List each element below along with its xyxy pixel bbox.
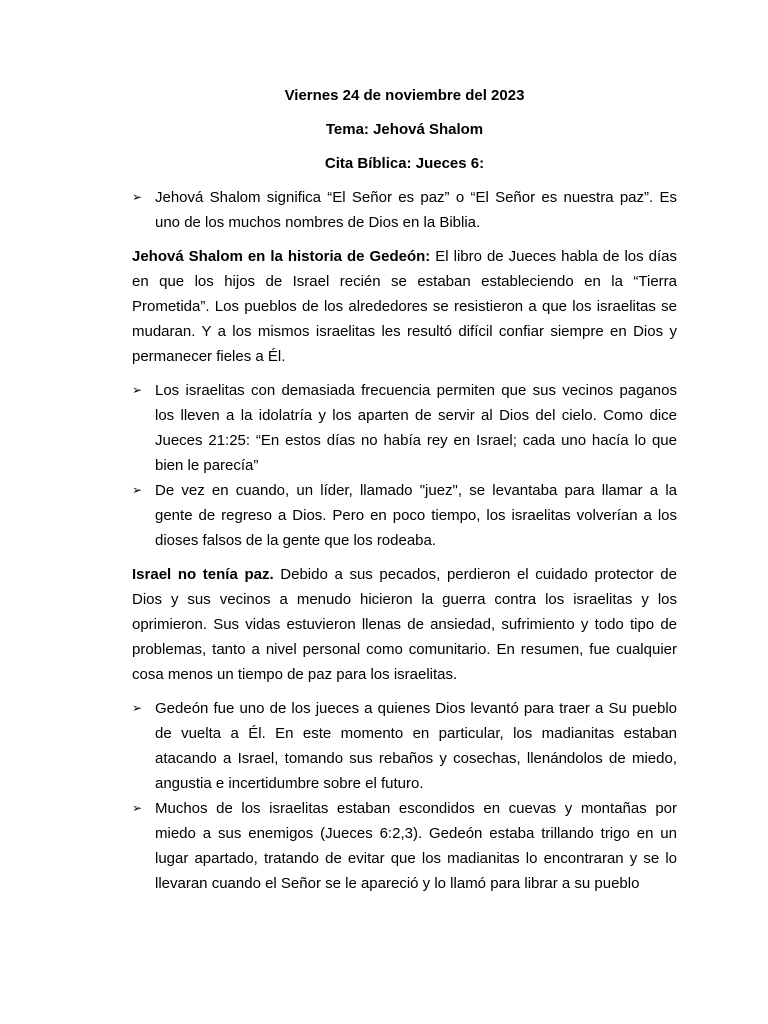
bullet-text: Los israelitas con demasiada frecuencia permiten que sus vecinos paganos los lleven a la idolatría y los aparten de servir al Dios del cielo. Como dice Jueces 21:25: “En estos días no había rey en Israel; cada uno hacía lo que bien le parecía” [155,382,677,474]
arrow-bullet-icon: ➢ [132,801,143,815]
document-body [132,83,677,896]
document-theme: Tema: Jehová Shalom [325,121,484,138]
bullet-list-2 [132,696,677,896]
list-item [132,696,677,796]
document-citation: Cita Bíblica: Jueces 6: [324,155,485,172]
section-text-israel: Debido a sus pecados, perdieron el cuidado protector de Dios y sus vecinos a menudo hicieron la guerra contra los israelitas y los oprimieron. Sus vidas estuvieron llenas de ansiedad, sufrimiento y todo tipo de problemas, tanto a nivel personal como comunitario. En resumen, fue cualquier cosa menos un tiempo de paz para los israelitas. [132,566,677,683]
arrow-bullet-icon: ➢ [132,190,143,204]
list-item [132,478,677,553]
document-date: Viernes 24 de noviembre del 2023 [284,87,525,104]
section-paragraph-israel [132,562,677,687]
bullet-list-1 [132,378,677,553]
arrow-bullet-icon: ➢ [132,383,143,397]
bullet-text: Muchos de los israelitas estaban escondidos en cuevas y montañas por miedo a sus enemigos (Jueces 6:2,3). Gedeón estaba trillando trigo en un lugar apartado, tratando de evitar que los madianitas lo encontraran y se lo llevaran cuando el Señor se le apareció y lo llamó para librar a su pueblo [155,800,677,892]
arrow-bullet-icon: ➢ [132,483,143,497]
list-item [132,378,677,478]
bullet-text: Gedeón fue uno de los jueces a quienes Dios levantó para traer a Su pueblo de vuelta a Él. En este momento en particular, los madianitas estaban atacando a Israel, tomando sus rebaños y cosechas, llenándolos de miedo, angustia e incertidumbre sobre el futuro. [155,700,677,792]
section-paragraph-gedeon [132,244,677,369]
intro-bullet-list [132,185,677,235]
section-heading-israel: Israel no tenía paz. [132,566,274,583]
intro-bullet-item [132,185,677,235]
bullet-text: Jehová Shalom significa “El Señor es paz” o “El Señor es nuestra paz”. Es uno de los muchos nombres de Dios en la Biblia. [155,189,677,231]
arrow-bullet-icon: ➢ [132,701,143,715]
section-text-gedeon: El libro de Jueces habla de los días en que los hijos de Israel recién se estaban estableciendo en la “Tierra Prometida”. Los pueblos de los alrededores se resistieron a que los israelitas se mudaran. Y a los mismos israelitas les resultó difícil confiar siempre en Dios y permanecer fieles a Él. [132,248,677,365]
bullet-text: De vez en cuando, un líder, llamado "juez", se levantaba para llamar a la gente de regreso a Dios. Pero en poco tiempo, los israelitas volverían a los dioses falsos de la gente que los rodeaba. [155,482,677,549]
section-heading-gedeon: Jehová Shalom en la historia de Gedeón: [132,248,431,265]
list-item [132,796,677,896]
